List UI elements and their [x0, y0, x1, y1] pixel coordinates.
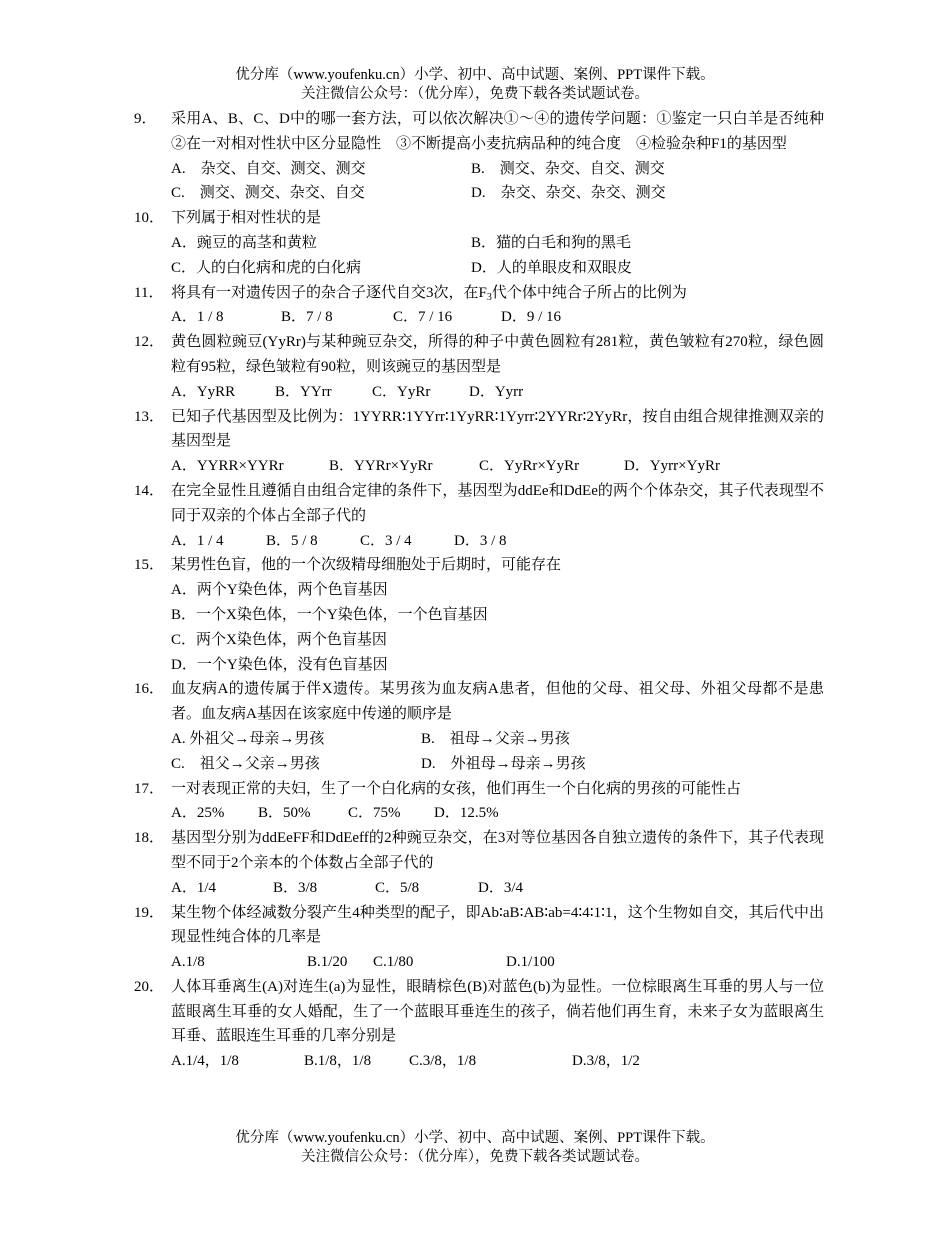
question-stem: 下列属于相对性状的是 — [171, 210, 322, 227]
option-c: C.3/8，1/8 — [409, 1053, 477, 1070]
option-d: D．3 / 8 — [454, 532, 507, 549]
option-c: C．3 / 4 — [360, 532, 412, 549]
options-row — [171, 256, 824, 281]
options-row — [171, 529, 824, 554]
question-number: 17． — [134, 780, 165, 797]
options-row — [171, 727, 824, 752]
question-18 — [134, 826, 824, 900]
question-list — [134, 107, 840, 1074]
option-a: A．豌豆的高茎和黄粒 — [171, 234, 317, 251]
option-b: B．一个X染色体，一个Y染色体，一个色盲基因 — [171, 606, 488, 623]
question-14 — [134, 479, 824, 553]
question-number: 9． — [134, 111, 157, 127]
options-row — [171, 380, 824, 405]
option-b: B.1/8，1/8 — [304, 1053, 372, 1070]
question-stem: 基因型分别为ddEeFF和DdEeff的2种豌豆杂交，在3对等位基因各自独立遗传的条件下，其子代表现型不同于2个亲本的个体数占全部子代的 — [171, 830, 824, 871]
options-row — [171, 157, 824, 182]
option-b: B．YYRr×YyRr — [329, 458, 433, 475]
question-stem: 已知子代基因型及比例为：1YYRR∶1YYrr∶1YyRR∶1Yyrr∶2YYRr∶2YyRr，按自由组合规律推测双亲的基因型是 — [171, 408, 824, 450]
question-number: 13． — [134, 408, 165, 425]
option-b: B．猫的白毛和狗的黑毛 — [471, 234, 632, 251]
option-d: D．9 / 16 — [501, 309, 562, 326]
options-row — [171, 231, 824, 256]
question-stem: 将具有一对遗传因子的杂合子逐代自交3次，在$F_3$代个体中纯合子所占的比例为 — [171, 284, 687, 303]
option-c: C．人的白化病和虎的白化病 — [171, 259, 362, 276]
options-row — [171, 950, 824, 975]
option-b: B.1/20 — [307, 954, 348, 971]
question-17 — [134, 777, 824, 827]
header-line-2: 关注微信公众号：（优分库），免费下载各类试题试卷。 — [301, 86, 649, 102]
question-stem: 一对表现正常的夫妇，生了一个白化病的女孩，他们再生一个白化病的男孩的可能性占 — [171, 780, 742, 797]
option-c: C．YyRr×YyRr — [479, 458, 580, 475]
option-b: B．YYrr — [275, 383, 332, 400]
option-d: D．人的单眼皮和双眼皮 — [471, 259, 632, 276]
option-d: D．12.5% — [434, 805, 499, 822]
options-row — [171, 305, 824, 330]
option-d: D. 杂交、杂交、杂交、测交 — [471, 185, 666, 202]
option-c: C．YyRr — [372, 383, 431, 400]
option-a: A.1/4，1/8 — [171, 1053, 239, 1070]
option-d: D．3/4 — [478, 879, 524, 896]
header-line-1: 优分库（www.youfenku.cn）小学、初中、高中试题、案例、PPT课件下载。 — [235, 67, 715, 83]
options-row — [171, 454, 824, 479]
page-header — [0, 66, 950, 104]
option-d: D．Yyrr — [469, 383, 524, 400]
option-d: D.3/8，1/2 — [572, 1053, 640, 1070]
question-19 — [134, 901, 824, 975]
options-row — [171, 1049, 824, 1074]
question-stem: 某男性色盲，他的一个次级精母细胞处于后期时，可能存在 — [171, 557, 562, 574]
question-10 — [134, 206, 824, 280]
option-a: A．1/4 — [171, 879, 217, 896]
option-a: A. 杂交、自交、测交、测交 — [171, 160, 366, 177]
option-a: A．25% — [171, 805, 225, 822]
page-footer — [0, 1129, 950, 1167]
options-row — [171, 801, 824, 826]
question-9 — [134, 107, 840, 206]
options-row — [171, 876, 824, 901]
question-number: 12． — [134, 334, 165, 351]
option-c: C. 祖父→父亲→男孩 — [171, 755, 320, 772]
option-d: D．一个Y染色体，没有色盲基因 — [171, 656, 388, 673]
option-c: C. 测交、测交、杂交、自交 — [171, 185, 365, 202]
question-13 — [134, 405, 824, 479]
option-a: A．1 / 4 — [171, 532, 224, 549]
question-number: 11． — [134, 284, 164, 301]
option-a: A. 外祖父→母亲→男孩 — [171, 730, 325, 747]
question-15 — [134, 553, 824, 677]
option-c: C．7 / 16 — [393, 309, 453, 326]
option-a: A．YYRR×YYRr — [171, 458, 284, 475]
option-c: C．两个X染色体，两个色盲基因 — [171, 631, 387, 648]
question-stem: 在完全显性且遵循自由组合定律的条件下，基因型为ddEe和DdEe的两个个体杂交，其子代表现型不同于双亲的个体占全部子代的 — [171, 482, 824, 524]
question-20 — [134, 975, 824, 1074]
option-d: D．Yyrr×YyRr — [624, 458, 720, 475]
question-number: 15． — [134, 557, 165, 574]
option-a: A.1/8 — [171, 954, 205, 971]
option-d: D. 外祖母→母亲→男孩 — [421, 755, 586, 772]
question-stem: 黄色圆粒豌豆(YyRr)与某种豌豆杂交，所得的种子中黄色圆粒有281粒，黄色皱粒有270粒，绿色圆粒有95粒，绿色皱粒有90粒，则该豌豆的基因型是 — [171, 334, 824, 375]
footer-line-2: 关注微信公众号：（优分库），免费下载各类试题试卷。 — [301, 1149, 649, 1165]
question-stem: 采用A、B、C、D中的哪一套方法，可以依次解决①～④的遗传学问题：①鉴定一只白羊是否纯种 ②在一对相对性状中区分显隐性 ③不断提高小麦抗病品种的纯合度 ④检验杂种F1的基因型 — [171, 111, 840, 152]
option-b: B. 测交、杂交、自交、测交 — [471, 160, 665, 177]
question-number: 16． — [134, 681, 165, 698]
question-number: 10． — [134, 210, 165, 227]
option-c: C．5/8 — [375, 879, 420, 896]
option-a: A．1 / 8 — [171, 309, 224, 326]
question-number: 20． — [134, 978, 165, 995]
question-number: 14． — [134, 482, 165, 499]
option-b: B．5 / 8 — [266, 532, 318, 549]
question-stem: 血友病A的遗传属于伴X遗传。某男孩为血友病A患者，但他的父母、祖父母、外祖父母都不是患者。血友病A基因在该家庭中传递的顺序是 — [171, 681, 824, 723]
option-b: B．7 / 8 — [281, 309, 333, 326]
option-a: A．两个Y染色体，两个色盲基因 — [171, 582, 388, 599]
option-c: C.1/80 — [373, 954, 414, 971]
option-b: B. 祖母→父亲→男孩 — [421, 730, 570, 747]
option-b: B．50% — [258, 805, 311, 822]
option-a: A．YyRR — [171, 383, 236, 400]
option-d: D.1/100 — [506, 954, 555, 971]
question-number: 18． — [134, 830, 165, 847]
question-stem: 人体耳垂离生(A)对连生(a)为显性，眼睛棕色(B)对蓝色(b)为显性。一位棕眼离生耳垂的男人与一位蓝眼离生耳垂的女人婚配，生了一个蓝眼耳垂连生的孩子，倘若他们再生育，未来子女为蓝眼离生耳垂、蓝眼连生耳垂的几率分别是 — [171, 978, 824, 1045]
question-stem: 某生物个体经减数分裂产生4种类型的配子，即Ab∶aB∶AB∶ab=4∶4∶1∶1，这个生物如自交，其后代中出现显性纯合体的几率是 — [171, 904, 824, 946]
option-c: C．75% — [348, 805, 401, 822]
question-16 — [134, 677, 824, 776]
question-11 — [134, 281, 824, 331]
options-row — [171, 181, 824, 206]
question-number: 19． — [134, 904, 165, 921]
options-row — [171, 752, 824, 777]
question-12 — [134, 330, 824, 404]
option-b: B．3/8 — [273, 879, 318, 896]
footer-line-1: 优分库（www.youfenku.cn）小学、初中、高中试题、案例、PPT课件下载。 — [235, 1130, 715, 1146]
